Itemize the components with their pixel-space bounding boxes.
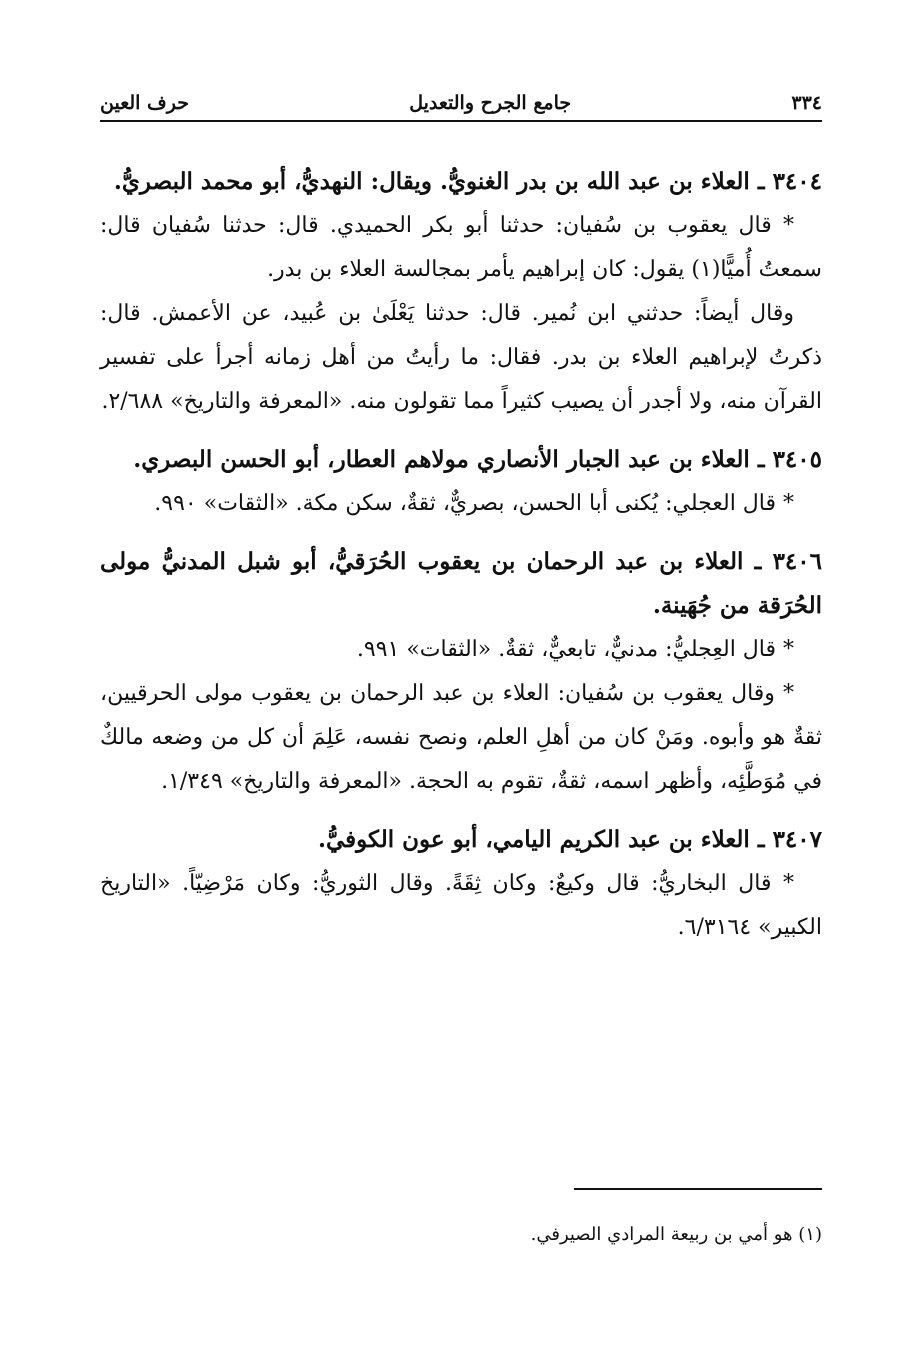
entry-3405 xyxy=(100,438,822,526)
entry-heading: ٣٤٠٧ ـ العلاء بن عبد الكريم اليامي، أبو عون الكوفيُّ. xyxy=(318,826,822,853)
footnote-separator xyxy=(574,1188,822,1190)
entry-heading: ٣٤٠٤ ـ العلاء بن عبد الله بن بدر الغنويُّ. ويقال: النهديُّ، أبو محمد البصريُّ. xyxy=(113,168,822,195)
footnote: (١) هو أمي بن ربيعة المرادي الصيرفي. xyxy=(530,1224,822,1245)
entry-3406 xyxy=(100,540,822,804)
header-rule xyxy=(100,120,822,122)
page-body xyxy=(100,160,822,964)
running-title: جامع الجرح والتعديل xyxy=(409,92,572,114)
section-title: حرف العين xyxy=(100,92,189,114)
page-header xyxy=(100,74,822,114)
entry-3404 xyxy=(100,160,822,424)
entry-heading: ٣٤٠٥ ـ العلاء بن عبد الجبار الأنصاري مولاهم العطار، أبو الحسن البصري. xyxy=(133,446,822,473)
entry-paragraph: * قال العِجليُّ: مدنيٌّ، تابعيٌّ، ثقةٌ. «الثقات» ٩٩١. xyxy=(356,637,794,662)
entry-3407 xyxy=(100,818,822,950)
entry-paragraph: * قال البخاريُّ: قال وكيعٌ: وكان ثِقَةً. وقال الثوريُّ: وكان مَرْضِيّاً. «التاريخ الكبير» ٦/٣١٦٤. xyxy=(100,871,822,940)
entry-heading: ٣٤٠٦ ـ العلاء بن عبد الرحمان بن يعقوب الحُرَقيُّ، أبو شبل المدنيُّ مولى الحُرَقة من جُهَينة. xyxy=(100,548,822,619)
entry-paragraph: وقال أيضاً: حدثني ابن نُمير. قال: حدثنا يَعْلَىٰ بن عُبيد، عن الأعمش. قال: ذكرتُ لإبراهيم العلاء بن بدر. فقال: ما رأيتُ من أهل زمانه أجرأ على تفسير القرآن منه، ولا أجدر أن يصيب كثيراً مما تقولون منه. «المعرفة والتاريخ» ٢/٦٨٨. xyxy=(100,301,822,414)
entry-paragraph: * قال العجلي: يُكنى أبا الحسن، بصريٌّ، ثقةٌ، سكن مكة. «الثقات» ٩٩٠. xyxy=(154,491,794,516)
entry-paragraph: * قال يعقوب بن سُفيان: حدثنا أبو بكر الحميدي. قال: حدثنا سُفيان قال: سمعتُ أُميًّا(١) يقول: كان إبراهيم يأمر بمجالسة العلاء بن بدر. xyxy=(100,213,822,282)
entry-paragraph: * وقال يعقوب بن سُفيان: العلاء بن عبد الرحمان بن يعقوب مولى الحرقيين، ثقةٌ هو وأبوه. ومَنْ كان من أهلِ العلم، ونصح نفسه، عَلِمَ أن كل من وضعه مالكٌ في مُوَطَّئِه، وأظهر اسمه، ثقةٌ، تقوم به الحجة. «المعرفة والتاريخ» ١/٣٤٩. xyxy=(100,681,823,794)
page-number: ٣٣٤ xyxy=(791,92,822,114)
